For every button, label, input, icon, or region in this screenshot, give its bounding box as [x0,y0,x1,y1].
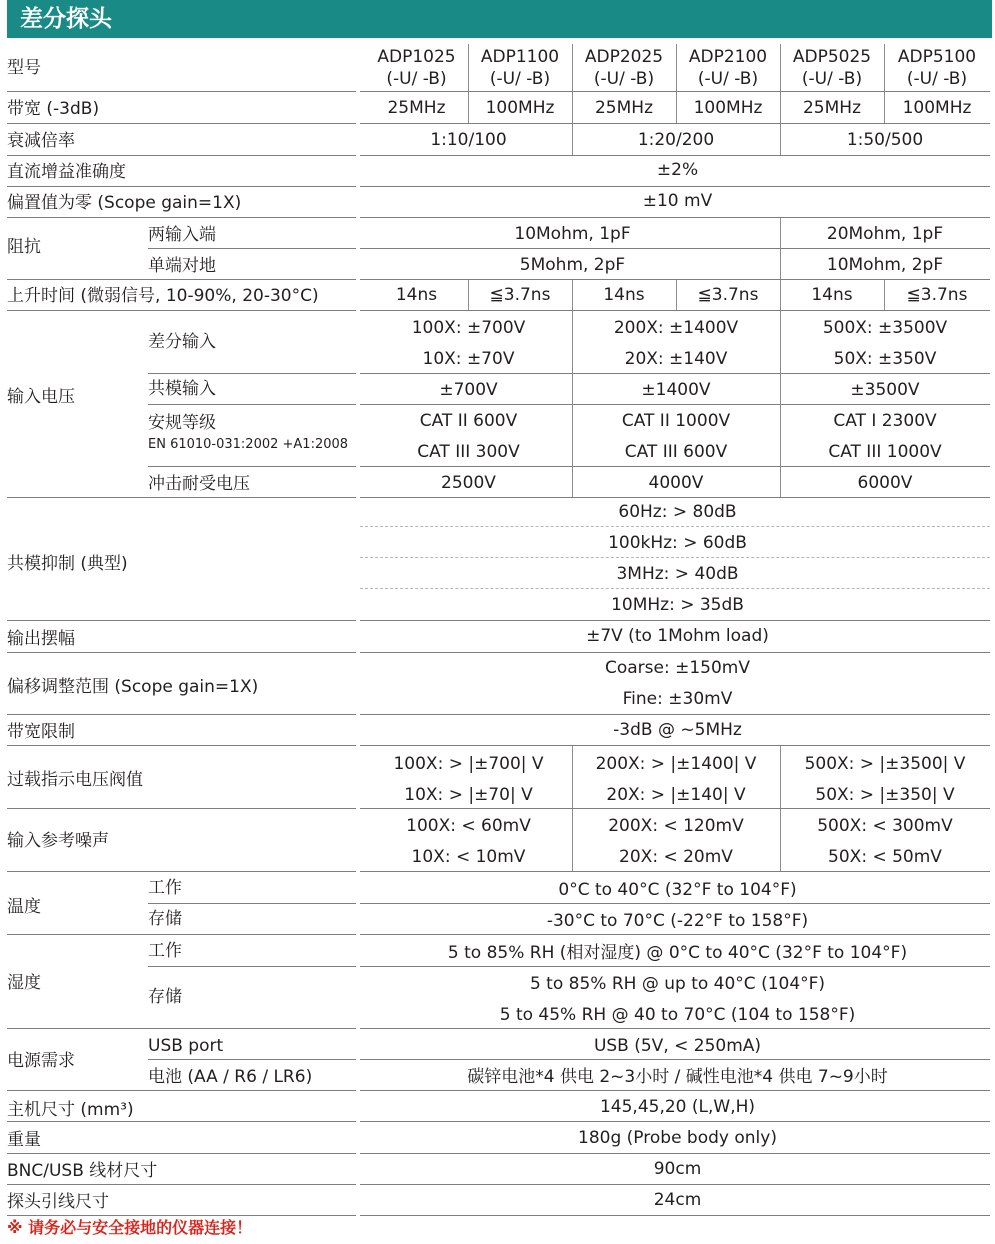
row-label-attenuation: 衰减倍率 [7,131,75,151]
cmrr-cell: 60Hz: > 80dB [618,502,737,522]
column-divider [572,311,573,497]
row-label-temperature: 温度 [7,897,41,917]
row-label-impedance: 阻抗 [7,237,41,257]
row-divider [148,404,356,405]
output-swing-cell: ±7V (to 1Mohm load) [586,626,769,646]
dashed-divider [360,557,990,558]
row-divider [7,1121,356,1122]
row-divider [7,1028,356,1029]
row-divider [7,217,356,218]
cmrr-cell: 3MHz: > 40dB [616,564,739,584]
impedance-diff-cell: 20Mohm, 1pF [826,224,944,244]
impedance-diff-cell: 10Mohm, 1pF [514,224,631,244]
row-label-temp-operating: 工作 [148,878,182,898]
rise-time-cell: 14ns [811,285,853,305]
dimensions-cell: 145,45,20 (L,W,H) [599,1097,756,1117]
column-divider [780,44,781,91]
column-divider [676,44,677,91]
row-label-safety: 安规等级 [148,413,216,433]
noise-cell: 50X: < 50mV [828,847,942,867]
row-label-overload: 过载指示电压阀值 [7,770,143,790]
section-title: 差分探头 [20,6,112,32]
safety-cell: CAT II 1000V [621,411,731,431]
row-divider [360,497,990,498]
row-divider [360,186,990,187]
row-label-bandwidth: 带宽 (-3dB) [7,99,100,119]
cm-input-cell: ±700V [439,380,498,400]
safety-cell: CAT III 300V [417,442,520,462]
cmrr-cell: 100kHz: > 60dB [608,533,747,553]
row-divider [7,186,356,187]
row-label-bw_limit: 带宽限制 [7,722,75,742]
bandwidth-cell: 100MHz [485,98,555,118]
temp-storage-cell: -30°C to 70°C (-22°F to 158°F) [546,911,809,931]
column-divider [780,746,781,808]
hum-operating-cell: 5 to 85% RH (相对湿度) @ 0°C to 40°C (32°F to 104°F) [447,943,908,963]
row-divider [360,155,990,156]
row-divider [148,248,356,249]
row-divider [7,652,356,653]
safety-cell: CAT III 600V [624,442,728,462]
overload-cell: 20X: > |±140| V [606,785,746,805]
noise-cell: 200X: < 120mV [608,816,744,836]
row-divider [360,1090,990,1091]
row-label-weight: 重量 [7,1130,41,1150]
row-divider [360,217,990,218]
row-label-temp-storage: 存储 [148,909,182,929]
row-divider [360,714,990,715]
row-label-dimensions: 主机尺寸 (mm³) [7,1100,134,1120]
row-label-offset_zero: 偏置值为零 (Scope gain=1X) [7,193,242,213]
row-label-noise: 输入参考噪声 [7,831,109,851]
row-divider [7,279,356,280]
safety-cell: CAT III 1000V [828,442,942,462]
row-divider [360,1153,990,1154]
row-divider [7,1090,356,1091]
row-divider [360,1184,990,1185]
column-divider [676,280,677,310]
row-divider [360,871,990,872]
surge-cell: 4000V [648,473,704,493]
row-label-battery: 电池 (AA / R6 / LR6) [148,1067,313,1087]
row-label-cmrr: 共模抑制 (典型) [7,554,128,574]
column-divider [572,124,573,155]
safety-cell: CAT II 600V [419,411,518,431]
diff-input-cell: 10X: ±70V [422,349,515,369]
offset-range-cell: Coarse: ±150mV [604,658,750,678]
row-divider [360,652,990,653]
row-label-probe_lead: 探头引线尺寸 [7,1192,109,1212]
model-suffix: (-U/ -B) [801,69,863,89]
weight-cell: 180g (Probe body only) [578,1128,777,1148]
column-divider [572,280,573,310]
column-divider [884,44,885,91]
diff-input-cell: 500X: ±3500V [822,318,948,338]
model-suffix: (-U/ -B) [906,69,968,89]
cmrr-cell: 10MHz: > 35dB [611,595,744,615]
bandwidth-cell: 25MHz [802,98,861,118]
column-divider [780,809,781,871]
hum-storage-cell: 5 to 45% RH @ 40 to 70°C (104 to 158°F) [499,1005,856,1025]
diff-input-cell: 20X: ±140V [624,349,728,369]
row-divider [148,966,356,967]
diff-input-cell: 100X: ±700V [411,318,526,338]
row-label-surge: 冲击耐受电压 [148,474,250,494]
column-divider [572,44,573,91]
row-label-imp_single: 单端对地 [148,256,216,276]
row-divider [360,373,990,374]
row-divider [7,91,356,92]
row-divider [360,404,990,405]
noise-cell: 100X: < 60mV [406,816,531,836]
row-divider [7,620,356,621]
row-divider [360,1028,990,1029]
row-divider [360,91,990,92]
column-divider [780,124,781,155]
column-divider [780,218,781,279]
row-divider [360,248,990,249]
bandwidth-cell: 25MHz [594,98,653,118]
row-divider [360,466,990,467]
row-label-hum-operating: 工作 [148,941,182,961]
row-divider [7,155,356,156]
row-divider [7,745,356,746]
row-divider [7,871,356,872]
row-divider [7,1215,356,1216]
bandwidth-cell: 25MHz [387,98,446,118]
column-divider [468,44,469,91]
attenuation-cell: 1:50/500 [846,130,924,150]
row-divider [360,279,990,280]
model-suffix: (-U/ -B) [386,69,447,89]
model-suffix: (-U/ -B) [697,69,759,89]
bnc-usb-cable-cell: 90cm [653,1159,702,1179]
model-name: ADP2100 [688,47,768,67]
row-divider [7,1184,356,1185]
cm-input-cell: ±3500V [850,380,920,400]
row-divider [148,373,356,374]
row-divider [360,620,990,621]
noise-cell: 10X: < 10mV [411,847,526,867]
noise-cell: 500X: < 300mV [817,816,953,836]
row-divider [360,1121,990,1122]
cm-input-cell: ±1400V [641,380,711,400]
row-label-diff_input: 差分输入 [148,332,216,352]
rise-time-cell: 14ns [395,285,438,305]
row-label-hum-storage: 存储 [148,987,182,1007]
column-divider [572,746,573,808]
row-divider [360,934,990,935]
rise-time-cell: ≦3.7ns [697,285,759,305]
model-name: ADP1025 [377,47,456,67]
row-divider [148,466,356,467]
overload-cell: 100X: > |±700| V [393,754,544,774]
row-divider [7,123,356,124]
attenuation-cell: 1:20/200 [637,130,715,150]
column-divider [572,809,573,871]
dashed-divider [360,588,990,589]
row-label-dc_gain: 直流增益准确度 [7,162,126,182]
surge-cell: 2500V [441,473,496,493]
column-divider [780,92,781,123]
row-divider [360,123,990,124]
row-divider [7,1153,356,1154]
row-divider [360,808,990,809]
safety-warning: ※ 请务必与安全接地的仪器连接！ [7,1218,253,1237]
row-label-power: 电源需求 [7,1051,75,1071]
bandwidth-cell: 100MHz [693,98,763,118]
row-divider [7,310,356,311]
overload-cell: 200X: > |±1400| V [595,754,757,774]
column-divider [572,92,573,123]
row-divider [360,966,990,967]
probe-lead-cell: 24cm [653,1190,702,1210]
diff-input-cell: 50X: ±350V [833,349,937,369]
rise-time-cell: ≦3.7ns [906,285,968,305]
usb-port-cell: USB (5V, < 250mA) [593,1036,762,1056]
row-divider [148,903,356,904]
offset-range-cell: Fine: ±30mV [622,689,733,709]
row-label-imp_diff: 两输入端 [148,225,216,245]
row-label-usb_port: USB port [148,1036,224,1056]
rise-time-cell: ≦3.7ns [489,285,551,305]
temp-operating-cell: 0°C to 40°C (32°F to 104°F) [558,880,797,900]
row-label-model: 型号 [7,58,41,78]
row-label-bnc_usb_cable: BNC/USB 线材尺寸 [7,1161,158,1181]
column-divider [780,311,781,497]
row-divider [7,934,356,935]
dc-gain-cell: ±2% [656,160,699,180]
overload-cell: 10X: > |±70| V [404,785,533,805]
column-divider [468,280,469,310]
rise-time-cell: 14ns [603,285,645,305]
row-divider [148,1059,356,1060]
column-divider [676,92,677,123]
dashed-divider [360,526,990,527]
column-divider [884,92,885,123]
row-label-input_voltage: 输入电压 [7,387,75,407]
column-divider [884,280,885,310]
row-divider [360,903,990,904]
row-divider [360,1215,990,1216]
overload-cell: 50X: > |±350| V [815,785,955,805]
row-divider [360,745,990,746]
bandwidth-cell: 100MHz [902,98,972,118]
model-name: ADP5100 [897,47,977,67]
noise-cell: 20X: < 20mV [619,847,733,867]
row-divider [360,310,990,311]
impedance-single-cell: 5Mohm, 2pF [519,255,626,275]
row-label-offset_range: 偏移调整范围 (Scope gain=1X) [7,677,259,697]
row-label-safety-std: EN 61010-031:2002 +A1:2008 [148,437,349,452]
row-label-output_swing: 输出摆幅 [7,629,75,649]
attenuation-cell: 1:10/100 [430,130,507,150]
model-name: ADP2025 [584,47,664,67]
model-suffix: (-U/ -B) [489,69,551,89]
row-label-cm_input: 共模输入 [148,379,216,399]
bw-limit-cell: -3dB @ ~5MHz [613,720,742,740]
offset-zero-cell: ±10 mV [642,191,713,211]
column-divider [780,280,781,310]
row-divider [7,714,356,715]
row-divider [7,497,356,498]
row-divider [7,808,356,809]
column-divider [468,92,469,123]
safety-cell: CAT I 2300V [833,411,937,431]
model-name: ADP5025 [792,47,872,67]
hum-storage-cell: 5 to 85% RH @ up to 40°C (104°F) [529,974,826,994]
diff-input-cell: 200X: ±1400V [613,318,739,338]
overload-cell: 500X: > |±3500| V [804,754,966,774]
row-divider [360,1059,990,1060]
impedance-single-cell: 10Mohm, 2pF [826,255,944,275]
surge-cell: 6000V [857,473,913,493]
battery-cell: 碳锌电池*4 供电 2~3小时 / 碱性电池*4 供电 7~9小时 [467,1067,888,1087]
row-label-rise_time: 上升时间 (微弱信号, 10-90%, 20-30°C) [7,286,319,306]
model-name: ADP1100 [480,47,560,67]
row-label-humidity: 湿度 [7,973,41,993]
model-suffix: (-U/ -B) [593,69,655,89]
